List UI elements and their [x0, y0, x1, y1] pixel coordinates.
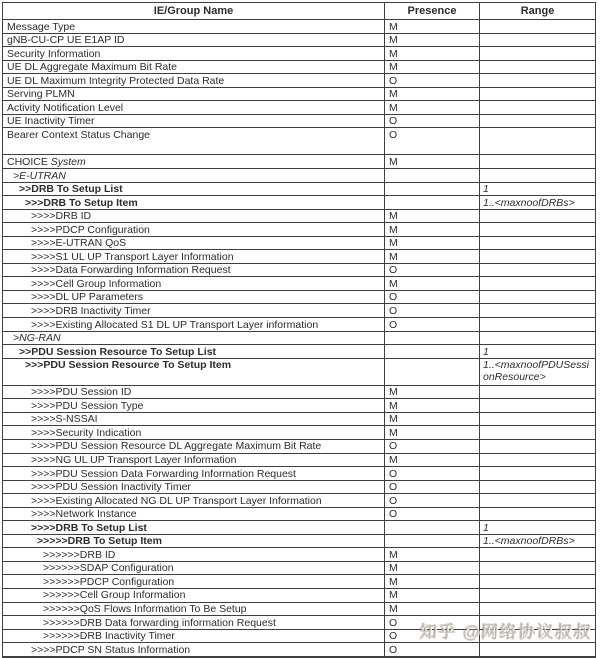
- range-cell: [480, 508, 595, 521]
- ie-name-cell: >>PDU Session Resource To Setup List: [3, 345, 385, 358]
- presence-cell: [385, 521, 480, 534]
- ie-group-table: [2, 2, 596, 658]
- table-row: [3, 467, 595, 481]
- presence-cell: [385, 183, 480, 196]
- range-cell: [480, 101, 595, 114]
- range-cell: [480, 61, 595, 74]
- range-cell: 1: [483, 183, 489, 196]
- table-row: [3, 183, 595, 197]
- ie-name-italic-part: System: [50, 155, 86, 168]
- spellcheck-squiggle-text: gNB: [7, 34, 28, 47]
- ie-name-cell: >>>>>>DRB ID: [3, 548, 385, 561]
- table-row: [3, 575, 595, 589]
- presence-cell: M: [385, 237, 480, 250]
- ie-name-cell: >>>>PDU Session Type: [3, 399, 385, 412]
- table-row: [3, 494, 595, 508]
- presence-cell: O: [385, 643, 480, 656]
- ie-name-cell: >>>>Cell Group Information: [3, 277, 385, 290]
- ie-name-cell: UE Inactivity Timer: [3, 115, 385, 128]
- presence-cell: M: [385, 454, 480, 467]
- table-row: [3, 426, 595, 440]
- ie-name-cell: >>>>DL UP Parameters: [3, 291, 385, 304]
- ie-name-cell: >>>>NG UL UP Transport Layer Information: [3, 454, 385, 467]
- range-cell: [480, 399, 595, 412]
- table-row: [3, 345, 595, 359]
- range-cell: [480, 603, 595, 616]
- ie-name-cell: >>>>>>DRB Data forwarding information Request: [3, 616, 385, 629]
- header-ie-group-name: IE/Group Name: [3, 3, 385, 19]
- ie-name-text: -CU-CP UE E1AP ID: [27, 34, 125, 47]
- ie-name-cell: >>>>PDU Session Inactivity Timer: [3, 481, 385, 494]
- presence-cell: [385, 169, 480, 182]
- range-cell: [480, 237, 595, 250]
- table-row: [3, 318, 595, 332]
- presence-cell: M: [385, 155, 480, 168]
- range-cell: [480, 264, 595, 277]
- presence-cell: O: [385, 494, 480, 507]
- presence-cell: O: [385, 74, 480, 87]
- table-row: [3, 399, 595, 413]
- ie-name-cell: >>>>>>Cell Group Information: [3, 589, 385, 602]
- table-row: [3, 277, 595, 291]
- presence-cell: O: [385, 616, 480, 629]
- ie-name-cell: >>>>PDCP SN Status Information: [3, 643, 385, 656]
- table-row: [3, 88, 595, 102]
- presence-cell: O: [385, 467, 480, 480]
- range-cell: [480, 575, 595, 588]
- ie-name-cell: >>>>DRB Inactivity Timer: [3, 304, 385, 317]
- range-cell: [480, 562, 595, 575]
- range-cell: [480, 318, 595, 331]
- ie-name-cell: Serving PLMN: [3, 88, 385, 101]
- range-cell: [480, 155, 595, 168]
- table-row: [3, 237, 595, 251]
- table-row: [3, 34, 595, 48]
- range-cell: [480, 426, 595, 439]
- table-row: [3, 101, 595, 115]
- presence-cell: O: [385, 440, 480, 453]
- table-row: [3, 196, 595, 210]
- table-row: [3, 115, 595, 129]
- table-row: [3, 630, 595, 644]
- table-row: [3, 304, 595, 318]
- range-cell: [480, 616, 595, 629]
- presence-cell: M: [385, 250, 480, 263]
- table-row: [3, 250, 595, 264]
- table-row: [3, 169, 595, 183]
- range-cell: 1..<maxnoofDRBs>: [483, 535, 575, 548]
- ie-name-cell: >>>>>>QoS Flows Information To Be Setup: [3, 603, 385, 616]
- range-cell: [480, 332, 595, 345]
- presence-cell: O: [385, 630, 480, 643]
- presence-cell: M: [385, 399, 480, 412]
- table-header-row: [3, 3, 595, 20]
- ie-name-cell: >>>>DRB ID: [3, 210, 385, 223]
- presence-cell: M: [385, 20, 480, 33]
- table-row: [3, 386, 595, 400]
- ie-name-cell: >>>>Existing Allocated NG DL UP Transport Layer Information: [3, 494, 385, 507]
- range-cell: [480, 223, 595, 236]
- ie-name-cell: CHOICE System: [3, 155, 385, 168]
- range-cell: 1: [483, 521, 489, 534]
- table-row: [3, 440, 595, 454]
- presence-cell: M: [385, 413, 480, 426]
- presence-cell: M: [385, 61, 480, 74]
- presence-cell: O: [385, 304, 480, 317]
- table-row: [3, 223, 595, 237]
- header-presence: Presence: [385, 3, 480, 19]
- ie-name-cell: >>>>PDU Session Data Forwarding Information Request: [3, 467, 385, 480]
- range-cell: [480, 277, 595, 290]
- ie-name-cell: >>>PDU Session Resource To Setup Item: [3, 359, 385, 385]
- presence-cell: M: [385, 88, 480, 101]
- ie-name-cell: Activity Notification Level: [3, 101, 385, 114]
- table-row: [3, 454, 595, 468]
- ie-name-cell: UE DL Aggregate Maximum Bit Rate: [3, 61, 385, 74]
- presence-cell: O: [385, 128, 480, 154]
- presence-cell: [385, 196, 480, 209]
- table-body: [3, 20, 595, 657]
- range-cell: [480, 128, 595, 154]
- presence-cell: M: [385, 603, 480, 616]
- ie-name-cell: >>>>PDU Session Resource DL Aggregate Maximum Bit Rate: [3, 440, 385, 453]
- table-row: [3, 155, 595, 169]
- range-cell: [480, 467, 595, 480]
- range-cell: [480, 210, 595, 223]
- presence-cell: [385, 332, 480, 345]
- ie-name-cell: >>>DRB To Setup Item: [3, 196, 385, 209]
- range-cell: [480, 250, 595, 263]
- ie-name-cell: >>>>PDU Session ID: [3, 386, 385, 399]
- presence-cell: [385, 345, 480, 358]
- presence-cell: M: [385, 223, 480, 236]
- range-cell: [480, 20, 595, 33]
- presence-cell: O: [385, 481, 480, 494]
- range-cell: [480, 643, 595, 656]
- ie-name-cell: >>>>>>PDCP Configuration: [3, 575, 385, 588]
- presence-cell: O: [385, 318, 480, 331]
- ie-name-cell: >>>>S1 UL UP Transport Layer Information: [3, 250, 385, 263]
- ie-name-cell: [3, 34, 385, 47]
- range-cell: [480, 440, 595, 453]
- ie-name-cell: >>>>Data Forwarding Information Request: [3, 264, 385, 277]
- ie-name-cell: >>>>Network Instance: [3, 508, 385, 521]
- range-cell: [480, 34, 595, 47]
- range-cell: [480, 47, 595, 60]
- presence-cell: M: [385, 575, 480, 588]
- presence-cell: M: [385, 548, 480, 561]
- presence-cell: M: [385, 34, 480, 47]
- table-row: [3, 210, 595, 224]
- table-row: [3, 508, 595, 522]
- ie-name-cell: >>>>DRB To Setup List: [3, 521, 385, 534]
- table-row: [3, 61, 595, 75]
- table-row: [3, 332, 595, 346]
- range-cell: [480, 74, 595, 87]
- range-cell: [480, 304, 595, 317]
- presence-cell: O: [385, 508, 480, 521]
- ie-name-cell: Security Information: [3, 47, 385, 60]
- presence-cell: M: [385, 562, 480, 575]
- table-row: [3, 603, 595, 617]
- ie-name-cell: UE DL Maximum Integrity Protected Data Rate: [3, 74, 385, 87]
- ie-name-cell: >>>>S-NSSAI: [3, 413, 385, 426]
- zhihu-watermark: 知乎 @网络协议叔叔: [419, 623, 593, 642]
- presence-cell: O: [385, 264, 480, 277]
- ie-name-cell: Message Type: [3, 20, 385, 33]
- range-cell: [480, 630, 595, 643]
- presence-cell: M: [385, 47, 480, 60]
- presence-cell: O: [385, 115, 480, 128]
- ie-name-cell: >>>>>>DRB Inactivity Timer: [3, 630, 385, 643]
- range-cell: [480, 481, 595, 494]
- range-cell: [480, 494, 595, 507]
- table-row: [3, 521, 595, 535]
- range-cell: [480, 291, 595, 304]
- table-row: [3, 413, 595, 427]
- presence-cell: O: [385, 291, 480, 304]
- presence-cell: [385, 359, 480, 385]
- ie-name-cell: >>>>E-UTRAN QoS: [3, 237, 385, 250]
- table-row: [3, 264, 595, 278]
- presence-cell: M: [385, 210, 480, 223]
- presence-cell: M: [385, 589, 480, 602]
- presence-cell: M: [385, 386, 480, 399]
- presence-cell: M: [385, 277, 480, 290]
- range-cell: [480, 115, 595, 128]
- range-cell: [480, 386, 595, 399]
- ie-name-cell: >E-UTRAN: [3, 169, 385, 182]
- range-cell: 1..<maxnoofPDUSessionResource>: [483, 359, 589, 384]
- presence-cell: M: [385, 101, 480, 114]
- range-cell: [480, 88, 595, 101]
- range-cell: [480, 169, 595, 182]
- table-row: [3, 535, 595, 549]
- ie-name-cell: Bearer Context Status Change: [3, 128, 385, 154]
- table-row: [3, 589, 595, 603]
- range-cell: [480, 413, 595, 426]
- ie-name-cell: >>>>Existing Allocated S1 DL UP Transport Layer information: [3, 318, 385, 331]
- table-row: [3, 47, 595, 61]
- table-row: [3, 616, 595, 630]
- table-row: [3, 562, 595, 576]
- presence-cell: M: [385, 426, 480, 439]
- table-row: [3, 359, 595, 386]
- range-cell: 1: [483, 345, 489, 358]
- ie-name-cell: >>>>>>SDAP Configuration: [3, 562, 385, 575]
- ie-name-cell: >>>>PDCP Configuration: [3, 223, 385, 236]
- table-row: [3, 481, 595, 495]
- table-row: [3, 291, 595, 305]
- table-row: [3, 20, 595, 34]
- table-row: [3, 548, 595, 562]
- ie-name-cell: >>DRB To Setup List: [3, 183, 385, 196]
- table-row: [3, 74, 595, 88]
- header-range: Range: [520, 5, 555, 17]
- range-cell: [480, 548, 595, 561]
- range-cell: [480, 589, 595, 602]
- range-cell: [480, 454, 595, 467]
- range-cell: 1..<maxnoofDRBs>: [483, 196, 575, 209]
- ie-name-cell: >NG-RAN: [3, 332, 385, 345]
- ie-name-cell: >>>>>DRB To Setup Item: [3, 535, 385, 548]
- ie-name-cell: >>>>Security Indication: [3, 426, 385, 439]
- presence-cell: [385, 535, 480, 548]
- table-row: [3, 128, 595, 155]
